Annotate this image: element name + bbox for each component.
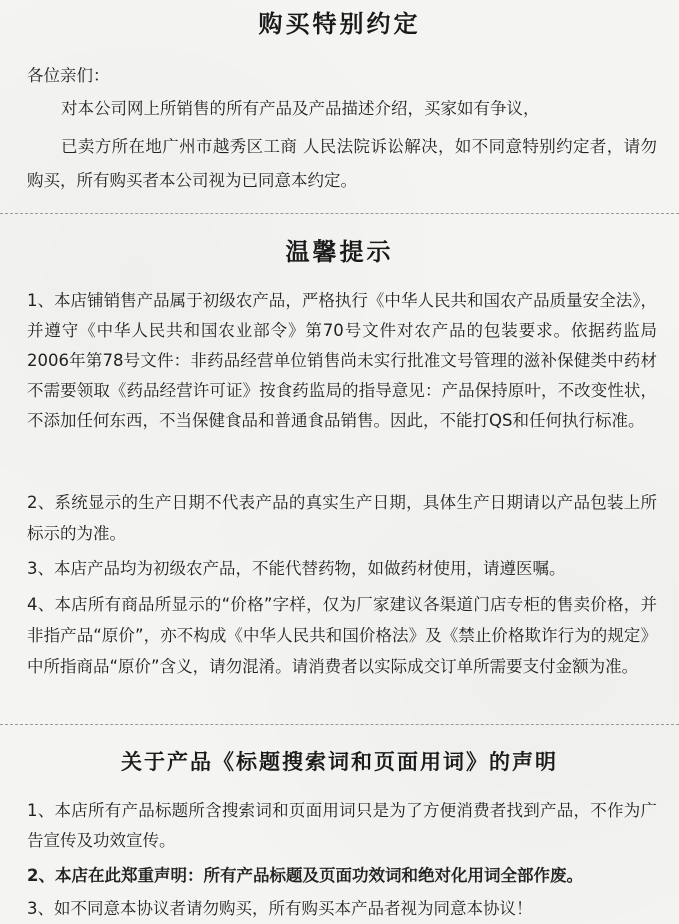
- statement-item-1: 1、本店所有产品标题所含搜索词和页面用词只是为了方便消费者找到产品，不作为广告宣传及功效宣传。: [27, 801, 657, 850]
- warm-tip-4: 4、本店所有商品所显示的“价格”字样，仅为厂家建议各渠道门店专柜的售卖价格，并非指产品“原价”，亦不构成《中华人民共和国价格法》及《禁止价格欺诈行为的规定》中所指商品“原价”含义，请勿混淆。请消费者以实际成交订单所需要支付金额为准。: [27, 595, 657, 676]
- statement-item-2: 2、本店在此郑重声明：所有产品标题及页面功效词和绝对化用词全部作废。: [27, 866, 583, 885]
- agreement-line-1: 对本公司网上所销售的所有产品及产品描述介绍，买家如有争议，: [61, 99, 540, 118]
- warm-tip-3: 3、本店产品均为初级农产品，不能代替药物，如做药材使用，请遵医嘱。: [27, 559, 566, 578]
- statement-item-3: 3、如不同意本协议者请勿购买，所有购买本产品者视为同意本协议！: [27, 899, 533, 918]
- divider: [0, 724, 679, 725]
- warm-tip-2: 2、系统显示的生产日期不代表产品的真实生产日期，具体生产日期请以产品包装上所标示的为准。: [27, 493, 657, 543]
- warm-tip-1: 1、本店铺销售产品属于初级农产品，严格执行《中华人民共和国农产品质量安全法》，并遵守《中华人民共和国农业部令》第70号文件对农产品的包装要求。依据药监局2006年第78号文件：非药品经营单位销售尚未实行批准文号管理的滋补保健类中药材不需要领取《药品经营许可证》按食药监局的指导意见：产品保持原叶，不改变性状，不添加任何东西，不当保健食品和普通食品销售。因此，不能打QS和任何执行标准。: [27, 291, 657, 430]
- warm-tips-title: 温馨提示: [285, 238, 394, 266]
- purchase-agreement-title: 购买特别约定: [258, 10, 421, 38]
- statement-title: 关于产品《标题搜索词和页面用词》的声明: [121, 750, 558, 774]
- agreement-line-2: 已卖方所在地广州市越秀区工商 人民法院诉讼解决，如不同意特别约定者，请勿购买，所有购买者本公司视为已同意本约定。: [27, 137, 657, 190]
- greeting: 各位亲们：: [27, 66, 110, 85]
- divider: [0, 213, 679, 214]
